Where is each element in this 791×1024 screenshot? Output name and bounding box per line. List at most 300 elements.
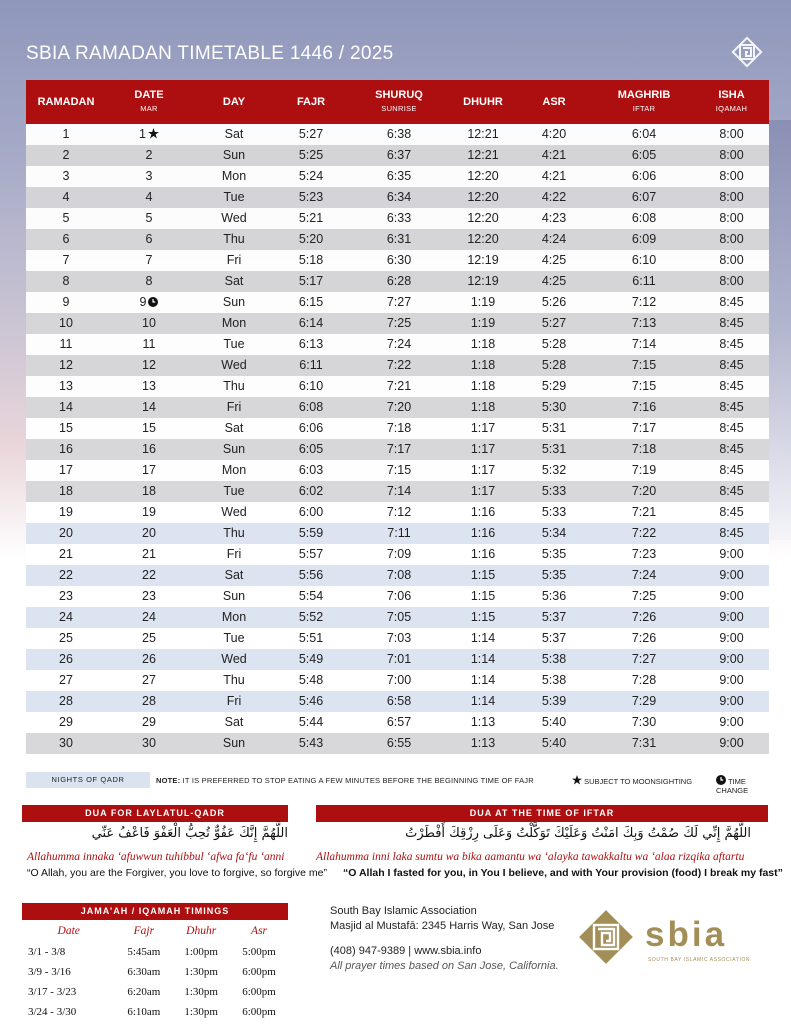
- cell-isha-value: 8:00: [719, 253, 744, 267]
- star-icon: [148, 125, 159, 146]
- cell-fajr-value: 5:27: [298, 127, 324, 141]
- jamaah-cell: 3/24 - 3/30: [28, 1006, 77, 1018]
- cell-date: [106, 145, 192, 166]
- cell-fajr: [276, 712, 346, 733]
- cell-day: [192, 607, 276, 628]
- cell-day-value: Sat: [224, 568, 244, 582]
- cell-asr-value: 5:29: [541, 379, 567, 393]
- cell-isha: [694, 439, 769, 460]
- cell-asr: [514, 292, 594, 314]
- cell-date-value: 28: [142, 694, 156, 708]
- jamaah-column-header: Dhuhr: [186, 925, 217, 937]
- cell-dhuhr: [452, 586, 514, 607]
- cell-isha: [694, 187, 769, 208]
- cell-ramadan: [26, 397, 106, 418]
- cell-dhuhr-value: 1:17: [470, 442, 496, 456]
- cell-fajr: [276, 397, 346, 418]
- cell-maghrib: [594, 124, 694, 146]
- cell-day-value: Fri: [226, 253, 242, 267]
- table-row: [26, 481, 769, 502]
- cell-ramadan-value: 13: [59, 379, 73, 393]
- cell-isha-value: 9:00: [719, 610, 744, 624]
- jamaah-row: [22, 942, 288, 962]
- cell-day-value: Wed: [221, 358, 247, 372]
- column-header-label: SHURUQ: [375, 89, 423, 101]
- cell-fajr-value: 5:23: [298, 190, 324, 204]
- cell-ramadan-value: 30: [59, 736, 73, 750]
- table-row: [26, 649, 769, 670]
- cell-fajr: [276, 418, 346, 439]
- jamaah-cell: 1:30pm: [184, 1006, 218, 1018]
- cell-day-value: Sun: [222, 295, 246, 309]
- cell-day: [192, 712, 276, 733]
- cell-date: [106, 649, 192, 670]
- cell-asr: [514, 145, 594, 166]
- cell-day: [192, 460, 276, 481]
- cell-ramadan-value: 6: [62, 232, 70, 246]
- cell-day-value: Wed: [221, 211, 247, 225]
- cell-fajr-value: 5:52: [298, 610, 324, 624]
- cell-maghrib: [594, 397, 694, 418]
- cell-ramadan: [26, 691, 106, 712]
- cell-dhuhr-value: 1:18: [470, 358, 496, 372]
- cell-dhuhr-value: 1:13: [470, 736, 496, 750]
- cell-day: [192, 166, 276, 187]
- cell-day-value: Sat: [224, 421, 244, 435]
- cell-shuruq: [346, 313, 452, 334]
- cell-maghrib: [594, 166, 694, 187]
- cell-ramadan-value: 5: [62, 211, 70, 225]
- cell-dhuhr: [452, 313, 514, 334]
- table-row: [26, 670, 769, 691]
- cell-ramadan: [26, 124, 106, 146]
- cell-date-value: 16: [142, 442, 156, 456]
- cell-day: [192, 733, 276, 754]
- cell-fajr-value: 5:44: [298, 715, 324, 729]
- dua-qadr-translation: “O Allah, you are the Forgiver, you love to forgive, so forgive me”: [27, 867, 327, 879]
- jamaah-row: [22, 962, 288, 982]
- cell-ramadan: [26, 733, 106, 754]
- column-header-sublabel: IQAMAH: [715, 104, 748, 113]
- cell-maghrib-value: 7:25: [631, 589, 657, 603]
- table-row: [26, 460, 769, 481]
- cell-shuruq: [346, 565, 452, 586]
- cell-dhuhr: [452, 733, 514, 754]
- cell-day-value: Sun: [222, 148, 246, 162]
- column-header-label: ASR: [542, 95, 566, 108]
- cell-dhuhr-value: 12:20: [467, 190, 499, 204]
- cell-date: [106, 418, 192, 439]
- cell-shuruq-value: 6:58: [386, 694, 412, 708]
- table-row: [26, 166, 769, 187]
- cell-isha-value: 8:45: [719, 526, 744, 540]
- cell-dhuhr-value: 1:15: [470, 568, 496, 582]
- cell-fajr-value: 6:08: [298, 400, 324, 414]
- cell-ramadan: [26, 187, 106, 208]
- cell-isha: [694, 418, 769, 439]
- jamaah-body: [22, 942, 288, 1022]
- cell-fajr-value: 5:54: [298, 589, 324, 603]
- cell-shuruq-value: 7:15: [386, 463, 412, 477]
- cell-fajr-value: 5:51: [298, 631, 324, 645]
- cell-asr-value: 5:26: [541, 295, 567, 309]
- cell-shuruq: [346, 670, 452, 691]
- cell-dhuhr-value: 1:17: [470, 421, 496, 435]
- cell-isha: [694, 334, 769, 355]
- cell-day-value: Sun: [222, 589, 246, 603]
- cell-date: [106, 355, 192, 376]
- cell-dhuhr-value: 12:21: [467, 127, 499, 141]
- cell-dhuhr: [452, 502, 514, 523]
- cell-date: [106, 523, 192, 544]
- cell-date-value: 9: [139, 295, 147, 309]
- cell-asr: [514, 187, 594, 208]
- cell-maghrib: [594, 229, 694, 250]
- cell-ramadan: [26, 355, 106, 376]
- cell-isha-value: 8:00: [719, 232, 744, 246]
- cell-day-value: Mon: [221, 169, 247, 183]
- cell-isha-value: 8:00: [719, 169, 744, 183]
- cell-date-value: 25: [142, 631, 156, 645]
- cell-day: [192, 292, 276, 314]
- cell-maghrib-value: 7:29: [631, 694, 657, 708]
- cell-isha: [694, 544, 769, 565]
- cell-isha: [694, 607, 769, 628]
- cell-day: [192, 313, 276, 334]
- cell-ramadan-value: 8: [62, 274, 70, 288]
- cell-shuruq: [346, 397, 452, 418]
- cell-shuruq-value: 7:03: [386, 631, 412, 645]
- cell-dhuhr: [452, 145, 514, 166]
- cell-ramadan: [26, 481, 106, 502]
- table-row: [26, 691, 769, 712]
- cell-fajr: [276, 544, 346, 565]
- cell-day-value: Tue: [223, 631, 245, 645]
- cell-ramadan: [26, 649, 106, 670]
- cell-maghrib: [594, 607, 694, 628]
- table-row: [26, 607, 769, 628]
- jamaah-cell: 3/1 - 3/8: [28, 946, 66, 958]
- cell-dhuhr-value: 1:17: [470, 463, 496, 477]
- cell-asr-value: 5:34: [541, 526, 567, 540]
- table-row: [26, 628, 769, 649]
- cell-asr-value: 5:39: [541, 694, 567, 708]
- cell-day: [192, 586, 276, 607]
- cell-isha: [694, 145, 769, 166]
- cell-asr-value: 4:21: [541, 148, 567, 162]
- moonsighting-key: [572, 775, 692, 786]
- cell-shuruq: [346, 292, 452, 314]
- cell-fajr-value: 6:00: [298, 505, 324, 519]
- cell-asr: [514, 481, 594, 502]
- cell-date: [106, 586, 192, 607]
- cell-ramadan-value: 10: [59, 316, 73, 330]
- cell-asr-value: 5:38: [541, 652, 567, 666]
- table-row: [26, 439, 769, 460]
- cell-day-value: Mon: [221, 316, 247, 330]
- cell-fajr-value: 6:10: [298, 379, 324, 393]
- cell-day: [192, 187, 276, 208]
- cell-ramadan: [26, 628, 106, 649]
- column-header-sublabel: SUNRISE: [381, 104, 417, 113]
- cell-day-value: Sat: [224, 127, 244, 141]
- cell-day: [192, 229, 276, 250]
- cell-isha: [694, 502, 769, 523]
- jamaah-cell: 6:00pm: [242, 966, 276, 978]
- cell-ramadan-value: 20: [59, 526, 73, 540]
- cell-date-value: 4: [145, 190, 153, 204]
- cell-maghrib: [594, 712, 694, 733]
- cell-shuruq-value: 7:06: [386, 589, 412, 603]
- cell-ramadan-value: 2: [62, 148, 70, 162]
- cell-maghrib: [594, 628, 694, 649]
- cell-shuruq-value: 6:57: [386, 715, 412, 729]
- cell-date: [106, 292, 192, 314]
- jamaah-cell: 6:10am: [127, 1006, 161, 1018]
- cell-shuruq-value: 6:55: [386, 736, 412, 750]
- star-icon: [572, 775, 582, 785]
- cell-shuruq-value: 7:27: [386, 295, 412, 309]
- dua-qadr-title: DUA FOR LAYLATUL-QADR: [22, 805, 288, 822]
- cell-asr-value: 4:24: [541, 232, 567, 246]
- cell-day: [192, 691, 276, 712]
- cell-fajr: [276, 565, 346, 586]
- cell-day-value: Mon: [221, 610, 247, 624]
- cell-shuruq: [346, 691, 452, 712]
- cell-fajr-value: 5:59: [298, 526, 324, 540]
- cell-isha-value: 9:00: [719, 715, 744, 729]
- cell-asr: [514, 397, 594, 418]
- jamaah-row: [22, 1002, 288, 1022]
- cell-fajr-value: 6:13: [298, 337, 324, 351]
- cell-ramadan: [26, 313, 106, 334]
- cell-shuruq: [346, 166, 452, 187]
- cell-shuruq-value: 7:09: [386, 547, 412, 561]
- column-header: [694, 89, 769, 115]
- cell-day-value: Mon: [221, 463, 247, 477]
- cell-dhuhr: [452, 460, 514, 481]
- cell-date-value: 18: [142, 484, 156, 498]
- cell-maghrib: [594, 187, 694, 208]
- cell-maghrib-value: 7:19: [631, 463, 657, 477]
- org-address: Masjid al Mustafā: 2345 Harris Way, San Jose: [330, 920, 555, 932]
- cell-dhuhr-value: 12:21: [467, 148, 499, 162]
- cell-asr: [514, 334, 594, 355]
- cell-shuruq-value: 6:30: [386, 253, 412, 267]
- table-row: [26, 187, 769, 208]
- cell-dhuhr-value: 1:14: [470, 694, 496, 708]
- note-text: IT IS PREFERRED TO STOP EATING A FEW MINUTES BEFORE THE BEGINNING TIME OF FAJR: [182, 776, 534, 785]
- cell-fajr-value: 5:57: [298, 547, 324, 561]
- cell-date-value: 15: [142, 421, 156, 435]
- cell-dhuhr-value: 12:20: [467, 169, 499, 183]
- cell-day: [192, 481, 276, 502]
- cell-asr-value: 4:23: [541, 211, 567, 225]
- cell-asr-value: 5:36: [541, 589, 567, 603]
- cell-maghrib: [594, 460, 694, 481]
- cell-fajr-value: 5:25: [298, 148, 324, 162]
- cell-asr-value: 4:20: [541, 127, 567, 141]
- cell-date: [106, 712, 192, 733]
- cell-isha: [694, 250, 769, 271]
- cell-asr-value: 5:40: [541, 736, 567, 750]
- cell-ramadan: [26, 502, 106, 523]
- cell-fajr: [276, 481, 346, 502]
- cell-maghrib: [594, 271, 694, 292]
- cell-isha-value: 8:45: [719, 337, 744, 351]
- cell-isha: [694, 229, 769, 250]
- cell-ramadan-value: 25: [59, 631, 73, 645]
- cell-dhuhr: [452, 397, 514, 418]
- jamaah-table: [22, 920, 288, 1022]
- cell-asr-value: 5:40: [541, 715, 567, 729]
- cell-shuruq-value: 6:37: [386, 148, 412, 162]
- cell-asr: [514, 565, 594, 586]
- cell-shuruq-value: 7:17: [386, 442, 412, 456]
- column-header-label: MAGHRIB: [617, 89, 671, 101]
- cell-asr: [514, 691, 594, 712]
- cell-isha: [694, 313, 769, 334]
- cell-shuruq-value: 7:05: [386, 610, 412, 624]
- table-row: [26, 523, 769, 544]
- cell-date-value: 14: [142, 400, 156, 414]
- cell-day: [192, 523, 276, 544]
- cell-fajr: [276, 628, 346, 649]
- cell-asr: [514, 313, 594, 334]
- cell-isha: [694, 670, 769, 691]
- cell-dhuhr-value: 1:15: [470, 589, 496, 603]
- cell-dhuhr-value: 1:18: [470, 337, 496, 351]
- cell-dhuhr: [452, 208, 514, 229]
- note-label: NOTE:: [156, 776, 181, 785]
- cell-asr: [514, 460, 594, 481]
- cell-date: [106, 208, 192, 229]
- jamaah-timings: [22, 903, 288, 1022]
- cell-dhuhr: [452, 124, 514, 146]
- jamaah-cell: 3/9 - 3/16: [28, 966, 71, 978]
- cell-fajr: [276, 649, 346, 670]
- cell-asr: [514, 607, 594, 628]
- cell-fajr: [276, 355, 346, 376]
- cell-shuruq-value: 6:38: [386, 127, 412, 141]
- cell-shuruq: [346, 502, 452, 523]
- cell-maghrib: [594, 481, 694, 502]
- dua-iftar-transliteration: Allahumma inni laka sumtu wa bika aamantu wa ‘alayka tawakkaltu wa ‘alaa rizqika aftartu: [316, 851, 745, 863]
- cell-date: [106, 460, 192, 481]
- cell-shuruq: [346, 481, 452, 502]
- cell-shuruq-value: 7:00: [386, 673, 412, 687]
- jamaah-cell: 6:00pm: [242, 986, 276, 998]
- cell-dhuhr-value: 12:20: [467, 211, 499, 225]
- jamaah-cell: 1:30pm: [184, 986, 218, 998]
- cell-ramadan-value: 23: [59, 589, 73, 603]
- page-title: SBIA RAMADAN TIMETABLE 1446 / 2025: [26, 43, 394, 64]
- table-row: [26, 712, 769, 733]
- cell-dhuhr-value: 1:15: [470, 610, 496, 624]
- cell-isha-value: 8:45: [719, 463, 744, 477]
- cell-ramadan: [26, 544, 106, 565]
- cell-fajr-value: 5:56: [298, 568, 324, 582]
- cell-maghrib: [594, 691, 694, 712]
- cell-shuruq-value: 7:11: [387, 526, 411, 540]
- time-change-key: [716, 775, 769, 795]
- cell-asr-value: 5:38: [541, 673, 567, 687]
- cell-maghrib-value: 7:18: [631, 442, 657, 456]
- cell-asr: [514, 376, 594, 397]
- cell-fajr: [276, 334, 346, 355]
- cell-asr-value: 5:37: [541, 631, 567, 645]
- cell-fajr: [276, 292, 346, 314]
- cell-shuruq: [346, 334, 452, 355]
- cell-maghrib: [594, 418, 694, 439]
- cell-dhuhr: [452, 292, 514, 314]
- cell-isha: [694, 460, 769, 481]
- cell-fajr: [276, 208, 346, 229]
- cell-fajr: [276, 691, 346, 712]
- cell-asr: [514, 628, 594, 649]
- cell-isha-value: 9:00: [719, 547, 744, 561]
- cell-dhuhr-value: 1:16: [470, 547, 496, 561]
- cell-dhuhr: [452, 649, 514, 670]
- cell-fajr: [276, 502, 346, 523]
- cell-fajr-value: 5:48: [298, 673, 324, 687]
- cell-maghrib: [594, 523, 694, 544]
- jamaah-cell: 1:00pm: [184, 946, 218, 958]
- timetable: [26, 80, 769, 754]
- table-row: [26, 544, 769, 565]
- sbia-emblem-icon: [729, 34, 765, 70]
- cell-fajr-value: 6:02: [298, 484, 324, 498]
- jamaah-cell: 5:00pm: [242, 946, 276, 958]
- cell-isha-value: 8:45: [719, 421, 744, 435]
- table-row: [26, 250, 769, 271]
- cell-date: [106, 544, 192, 565]
- cell-date: [106, 187, 192, 208]
- cell-asr: [514, 649, 594, 670]
- cell-dhuhr-value: 1:19: [470, 295, 496, 309]
- cell-asr-value: 4:25: [541, 253, 567, 267]
- cell-date-value: 20: [142, 526, 156, 540]
- cell-shuruq-value: 6:35: [386, 169, 412, 183]
- column-header-label: DAY: [222, 95, 246, 108]
- cell-ramadan-value: 3: [62, 169, 70, 183]
- cell-ramadan-value: 27: [59, 673, 73, 687]
- cell-isha: [694, 271, 769, 292]
- jamaah-cell: 6:00pm: [242, 1006, 276, 1018]
- jamaah-header-row: [22, 920, 288, 942]
- cell-asr-value: 5:37: [541, 610, 567, 624]
- cell-fajr: [276, 607, 346, 628]
- location-note: All prayer times based on San Jose, California.: [330, 960, 559, 972]
- cell-day: [192, 397, 276, 418]
- cell-day: [192, 544, 276, 565]
- table-row: [26, 145, 769, 166]
- cell-maghrib: [594, 376, 694, 397]
- cell-fajr-value: 6:03: [298, 463, 324, 477]
- cell-day: [192, 355, 276, 376]
- cell-day: [192, 376, 276, 397]
- cell-isha-value: 8:45: [719, 379, 744, 393]
- cell-day: [192, 418, 276, 439]
- cell-asr: [514, 439, 594, 460]
- cell-day: [192, 250, 276, 271]
- cell-day-value: Fri: [226, 400, 242, 414]
- dua-qadr-arabic: اللَّهُمَّ إِنَّكَ عَفُوٌّ تُحِبُّ الْعَفْوَ فَاعْفُ عَنِّي: [91, 826, 288, 841]
- cell-dhuhr: [452, 712, 514, 733]
- jamaah-row: [22, 982, 288, 1002]
- cell-maghrib-value: 7:20: [631, 484, 657, 498]
- sbia-wordmark: sbia: [645, 915, 728, 954]
